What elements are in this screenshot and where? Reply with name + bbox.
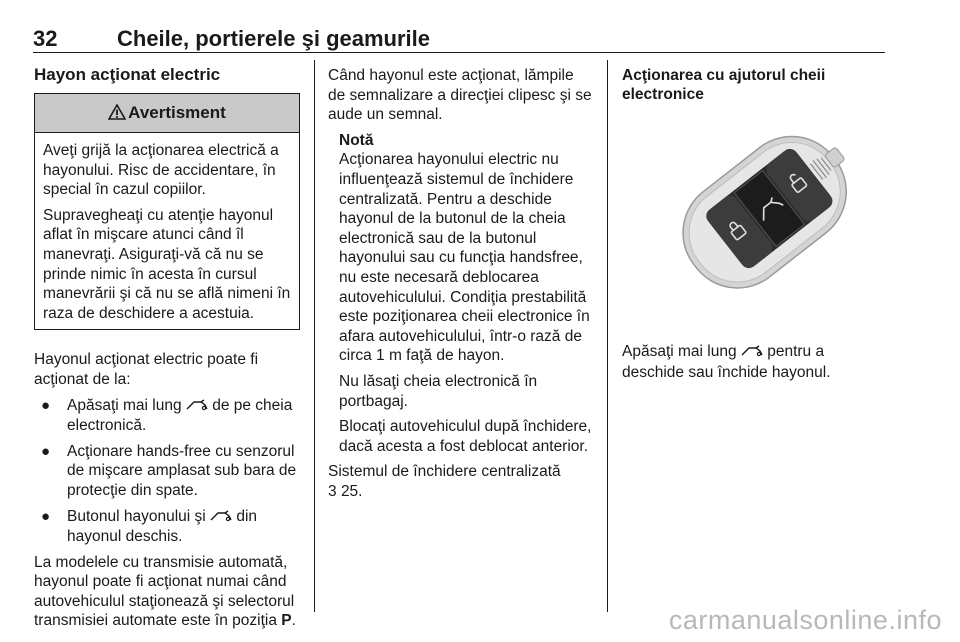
warning-box [34, 93, 300, 330]
bullet-list [34, 396, 300, 547]
bullet-dot: ● [41, 396, 51, 414]
section-title: Hayon acţionat electric [34, 65, 221, 84]
warning-title: Avertisment [128, 103, 226, 122]
chapter-title: Cheile, portierele şi geamurile [117, 26, 431, 51]
note-block [328, 131, 594, 457]
note-paragraph: Nu lăsaţi cheia electronică în portbagaj. [339, 372, 538, 410]
reference-arrow-icon: 3 [328, 482, 337, 500]
tailgate-icon [210, 508, 232, 528]
column-middle [328, 60, 594, 507]
bullet-dot: ● [41, 442, 51, 460]
warning-body [35, 133, 299, 329]
page-number: 32 [33, 26, 58, 51]
list-item: ● Butonul hayonului şi din hayonul deschis. [41, 507, 258, 546]
instruction-paragraph: Apăsaţi mai lung pentru a deschide sau închide hayonul. [622, 343, 831, 381]
list-item: ● Apăsaţi mai lung de pe cheia electronică. [41, 396, 293, 435]
cross-reference: Sistemul de închidere centralizată 3 25. [328, 463, 561, 500]
page-header [33, 26, 885, 53]
closing-paragraph: La modelele cu transmisie automată, hayonul poate fi acţionat numai când autovehiculul staţionează şi selectorul transmisiei automate este în poziţia P. [34, 553, 296, 630]
column-divider [607, 60, 608, 612]
warning-triangle-icon [108, 96, 126, 134]
note-paragraph: Acţionarea hayonului electric nu influenţează sistemul de închidere centralizată. Pentru a deschide hayonul de la butonul de la cheia electronică sau de la butonul hayonului sau cu funcţia handsfree, nu este necesară deblocarea autovehiculului. Condiţia prestabilită este poziţionarea cheii electronice în afara autovehiculului, într-o rază de circa 1 m faţă de hayon. [339, 151, 590, 365]
intro-paragraph: Când hayonul este acţionat, lămpile de semnalizare a direcţiei clipesc şi se aude un semnal. [328, 67, 592, 124]
warning-header [35, 94, 299, 133]
warning-paragraph: Supravegheaţi cu atenţie hayonul aflat în mişcare atunci când îl manevraţi. Asiguraţi-vă că nu se prinde nimic în acesta în cursul manevrării şi că nu se află nimeni în raza de deschidere a acestuia. [43, 206, 291, 322]
watermark: carmanualsonline.info [668, 605, 942, 635]
subheading: Acţionarea cu ajutorul cheii electronice [622, 67, 826, 103]
column-right [622, 60, 888, 388]
tailgate-icon [186, 397, 208, 417]
electronic-key-illustration [622, 114, 888, 328]
column-left [34, 60, 300, 637]
note-paragraph: Blocaţi autovehiculul după închidere, dacă acesta a fost deblocat anterior. [339, 418, 592, 455]
note-title: Notă [339, 131, 374, 149]
intro-paragraph: Hayonul acţionat electric poate fi acţionat de la: [34, 351, 259, 388]
tailgate-icon [741, 343, 763, 363]
column-divider [314, 60, 315, 612]
bullet-dot: ● [41, 507, 51, 525]
list-item: ● Acţionare hands-free cu senzorul de mişcare amplasat sub bara de protecţie din spate. [41, 442, 297, 499]
reference-page[interactable]: 25. [340, 482, 363, 500]
warning-paragraph: Aveţi grijă la acţionarea electrică a hayonului. Risc de accidentare, în special în cazul copiilor. [43, 142, 279, 199]
